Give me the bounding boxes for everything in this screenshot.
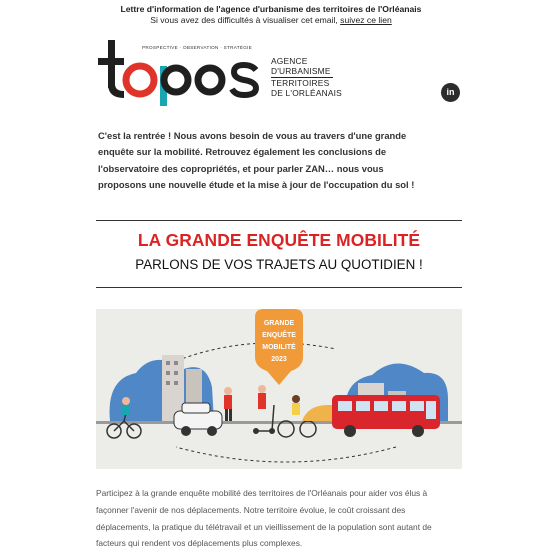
agency-line-1: AGENCE [271,56,308,66]
intro-line: enquête sur la mobilité. Retrouvez également les conclusions de [98,146,387,158]
intro-paragraph [98,128,478,193]
agency-line-3: TERRITOIRES [271,78,330,89]
badge-line-2: ENQUÊTE [262,332,296,339]
badge-line-3: MOBILITÉ [262,344,296,351]
linkedin-icon[interactable]: in [441,83,460,102]
intro-line: l'observatoire des copropriétés, et pour parler ZAN… nous vous [98,162,384,174]
mobility-survey-illustration[interactable] [96,309,462,469]
agency-line-2: D'URBANISME [271,65,331,76]
newsletter-title: Lettre d'information de l'agence d'urbanisme des territoires de l'Orléanais [120,4,422,14]
body-line: Participez à la grande enquête mobilité des territoires de l'Orléanais pour aider vos élus à [96,488,428,498]
intro-line: C'est la rentrée ! Nous avons besoin de vous au travers d'une grande [98,130,407,141]
badge-line-1: GRANDE [263,320,295,327]
logo-tagline: PROSPECTIVE · OBSERVATION · STRATÉGIE [142,45,253,50]
view-online-text: Si vous avez des difficultés à visualiser cet email, [150,14,338,25]
agency-name [271,57,342,98]
body-line: façonner l'avenir de nos déplacements. Notre territoire évolue, le coût croissant des [96,504,406,515]
view-online-link[interactable]: suivez ce lien [340,14,392,25]
agency-line-4: DE L'ORLÉANAIS [271,87,342,98]
view-online-notice [0,15,542,26]
body-line: déplacements, la pratique du télétravail et un vieillissement de la population sont autant de [96,521,432,532]
badge-line-4: 2023 [271,356,287,363]
section-headline: LA GRANDE ENQUÊTE MOBILITÉ [137,230,421,250]
intro-line: proposons une nouvelle étude et la mise à jour de l'occupation du sol ! [98,178,415,190]
headline-top-rule [96,220,462,221]
preheader [0,4,542,25]
body-line: facteurs qui rendent vos déplacements plus complexes. [96,538,303,549]
headline-bottom-rule [96,287,462,288]
topos-logo[interactable] [96,38,346,108]
section-subheadline: PARLONS DE VOS TRAJETS AU QUOTIDIEN ! [135,257,423,272]
